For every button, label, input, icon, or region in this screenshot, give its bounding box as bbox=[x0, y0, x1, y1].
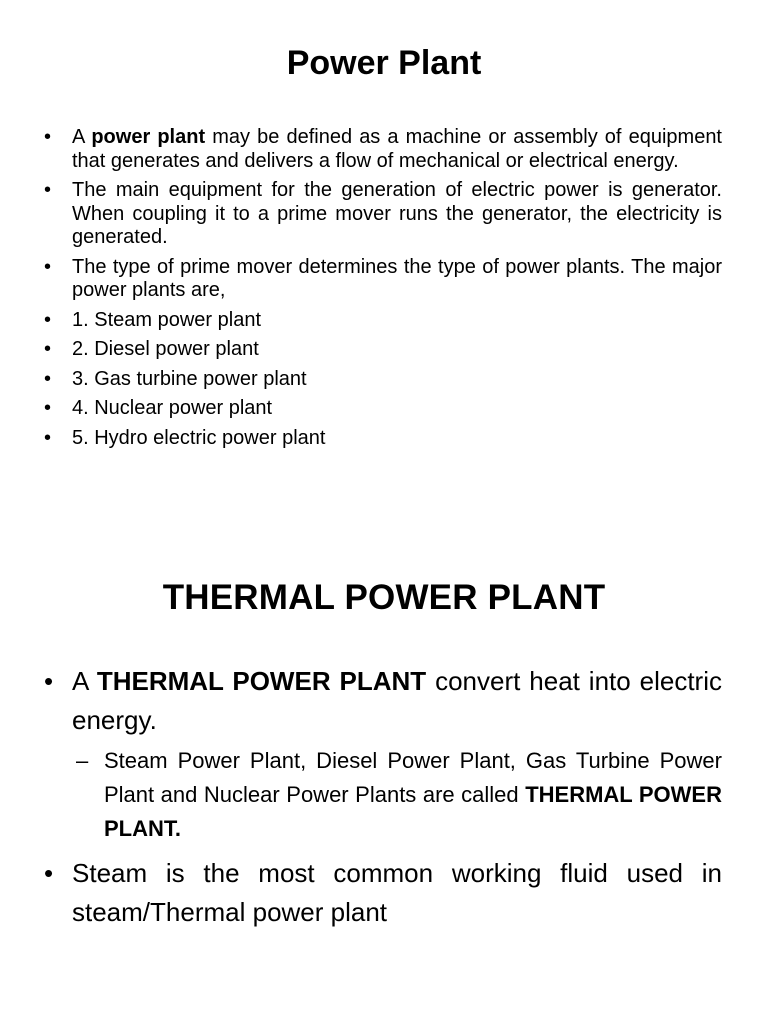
list-item bbox=[44, 662, 722, 846]
bullet-icon: • bbox=[44, 126, 52, 148]
list-item bbox=[44, 338, 722, 362]
text-prefix: A bbox=[72, 126, 92, 148]
dash-icon: – bbox=[76, 748, 89, 773]
bullet-icon: • bbox=[44, 179, 52, 201]
bullet-icon: • bbox=[44, 255, 52, 278]
bullet-icon: • bbox=[44, 367, 52, 390]
sub-list-item bbox=[72, 744, 722, 846]
bullet-icon: • bbox=[44, 397, 52, 419]
list-item bbox=[44, 179, 722, 250]
list-item bbox=[44, 309, 722, 333]
sub-text: Steam Power Plant, Diesel Power Plant, Gas Turbine Power Plant and Nuclear Power Plants are called bbox=[104, 748, 722, 807]
list-item bbox=[44, 427, 722, 451]
list-item bbox=[44, 368, 722, 392]
list-item bbox=[44, 256, 722, 303]
sub-list bbox=[72, 744, 722, 846]
bullet-list bbox=[44, 126, 722, 456]
list-item bbox=[44, 126, 722, 173]
bold-term: THERMAL POWER PLANT bbox=[96, 666, 427, 696]
plant-type-text: 5. Hydro electric power plant bbox=[72, 426, 326, 449]
slide-thermal-power-plant bbox=[0, 512, 768, 1024]
list-item bbox=[44, 397, 722, 421]
plant-type-text: 2. Diesel power plant bbox=[72, 338, 259, 360]
text-rest: may be defined as a machine or assembly of equipment that generates and delivers a flow of mechanical or electrical energy. bbox=[72, 126, 722, 172]
paragraph-text: The main equipment for the generation of electric power is generator. When coupling it to a prime mover runs the generator, the electricity is generated. bbox=[72, 179, 722, 248]
bullet-icon: • bbox=[44, 666, 54, 696]
bullet-icon: • bbox=[44, 858, 54, 888]
bold-term: power plant bbox=[91, 126, 206, 148]
list-item bbox=[44, 854, 722, 932]
slide-title: THERMAL POWER PLANT bbox=[162, 578, 606, 617]
bullet-list bbox=[44, 662, 722, 940]
bullet-icon: • bbox=[44, 338, 52, 360]
paragraph-text: The type of prime mover determines the type of power plants. The major power plants are, bbox=[72, 255, 722, 301]
bullet-icon: • bbox=[44, 308, 52, 331]
slide-title: Power Plant bbox=[286, 44, 482, 82]
text-prefix: A bbox=[72, 666, 97, 696]
plant-type-text: 4. Nuclear power plant bbox=[72, 397, 273, 419]
plant-type-text: 3. Gas turbine power plant bbox=[72, 367, 307, 390]
paragraph-text: Steam is the most common working fluid used in steam/Thermal power plant bbox=[72, 858, 722, 927]
plant-type-text: 1. Steam power plant bbox=[72, 308, 261, 331]
bullet-icon: • bbox=[44, 426, 52, 449]
text-rest: convert heat into electric energy. bbox=[72, 666, 722, 735]
bold-term: THERMAL POWER PLANT. bbox=[104, 782, 722, 841]
